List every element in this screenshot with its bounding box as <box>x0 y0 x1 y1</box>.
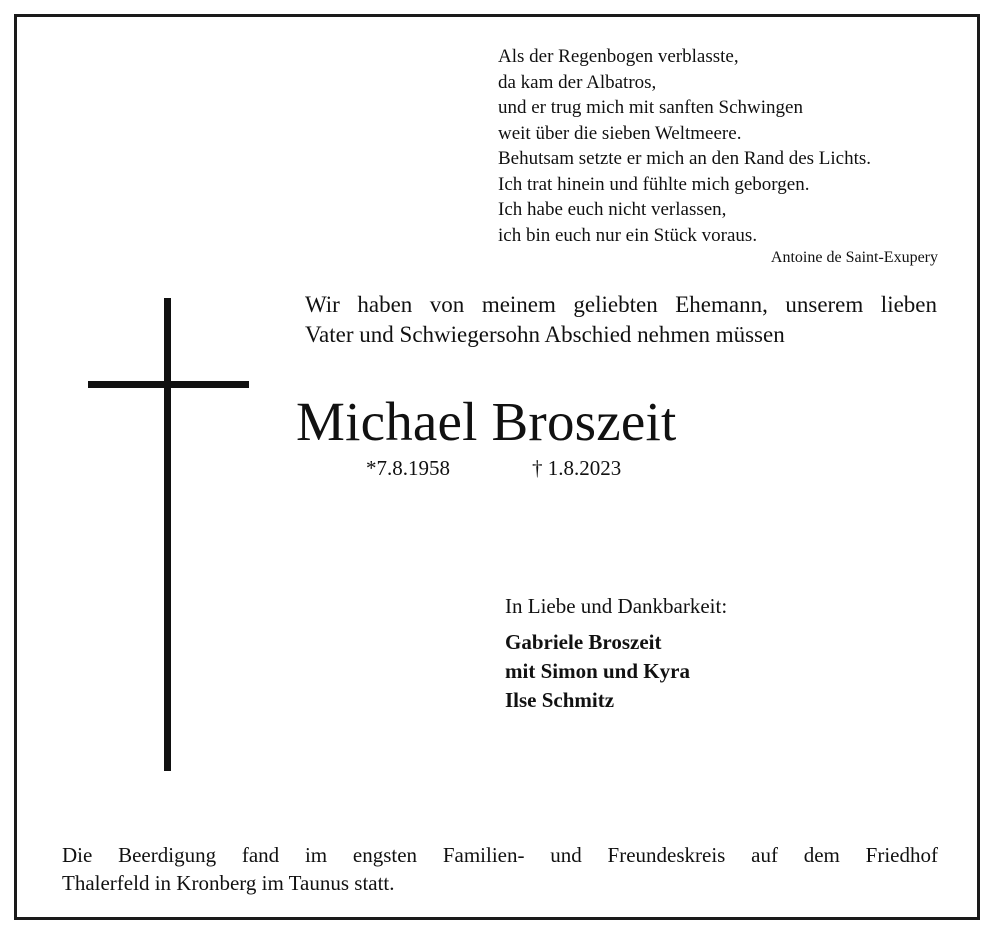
funeral-note <box>62 841 938 897</box>
cross-icon-vertical-bar <box>164 298 171 771</box>
poem-line: Als der Regenbogen verblasste, <box>498 46 739 67</box>
birth-date: *7.8.1958 <box>366 456 450 480</box>
intro-line: Wir haben von meinem geliebten Ehemann, unserem lieben <box>305 292 937 317</box>
mourners-list <box>505 628 690 715</box>
poem-line: da kam der Albatros, <box>498 71 657 93</box>
mourner-name: Ilse Schmitz <box>505 688 615 712</box>
death-date: † 1.8.2023 <box>532 456 622 480</box>
poem-line: Ich habe euch nicht verlassen, <box>498 199 727 220</box>
mourner-name: mit Simon und Kyra <box>505 659 690 683</box>
poem-line: Ich trat hinein und fühlte mich geborgen. <box>498 173 810 195</box>
poem-line: ich bin euch nur ein Stück voraus. <box>498 224 758 246</box>
cross-icon-horizontal-bar <box>88 381 249 388</box>
poem-line: weit über die sieben Weltmeere. <box>498 122 742 144</box>
funeral-line: Thalerfeld in Kronberg im Taunus statt. <box>62 871 395 895</box>
poem-author: Antoine de Saint-Exupery <box>770 249 938 266</box>
mourners-heading: In Liebe und Dankbarkeit: <box>505 594 728 618</box>
funeral-line: Die Beerdigung fand im engsten Familien- und Freundeskreis auf dem Friedhof <box>62 843 938 867</box>
deceased-name: Michael Broszeit <box>296 391 677 452</box>
intro-line: Vater und Schwiegersohn Abschied nehmen müssen <box>305 322 785 347</box>
intro-text <box>305 290 937 350</box>
poem <box>498 44 940 248</box>
mourner-name: Gabriele Broszeit <box>505 630 662 654</box>
poem-line: Behutsam setzte er mich an den Rand des Lichts. <box>498 148 872 169</box>
poem-line: und er trug mich mit sanften Schwingen <box>498 97 803 118</box>
